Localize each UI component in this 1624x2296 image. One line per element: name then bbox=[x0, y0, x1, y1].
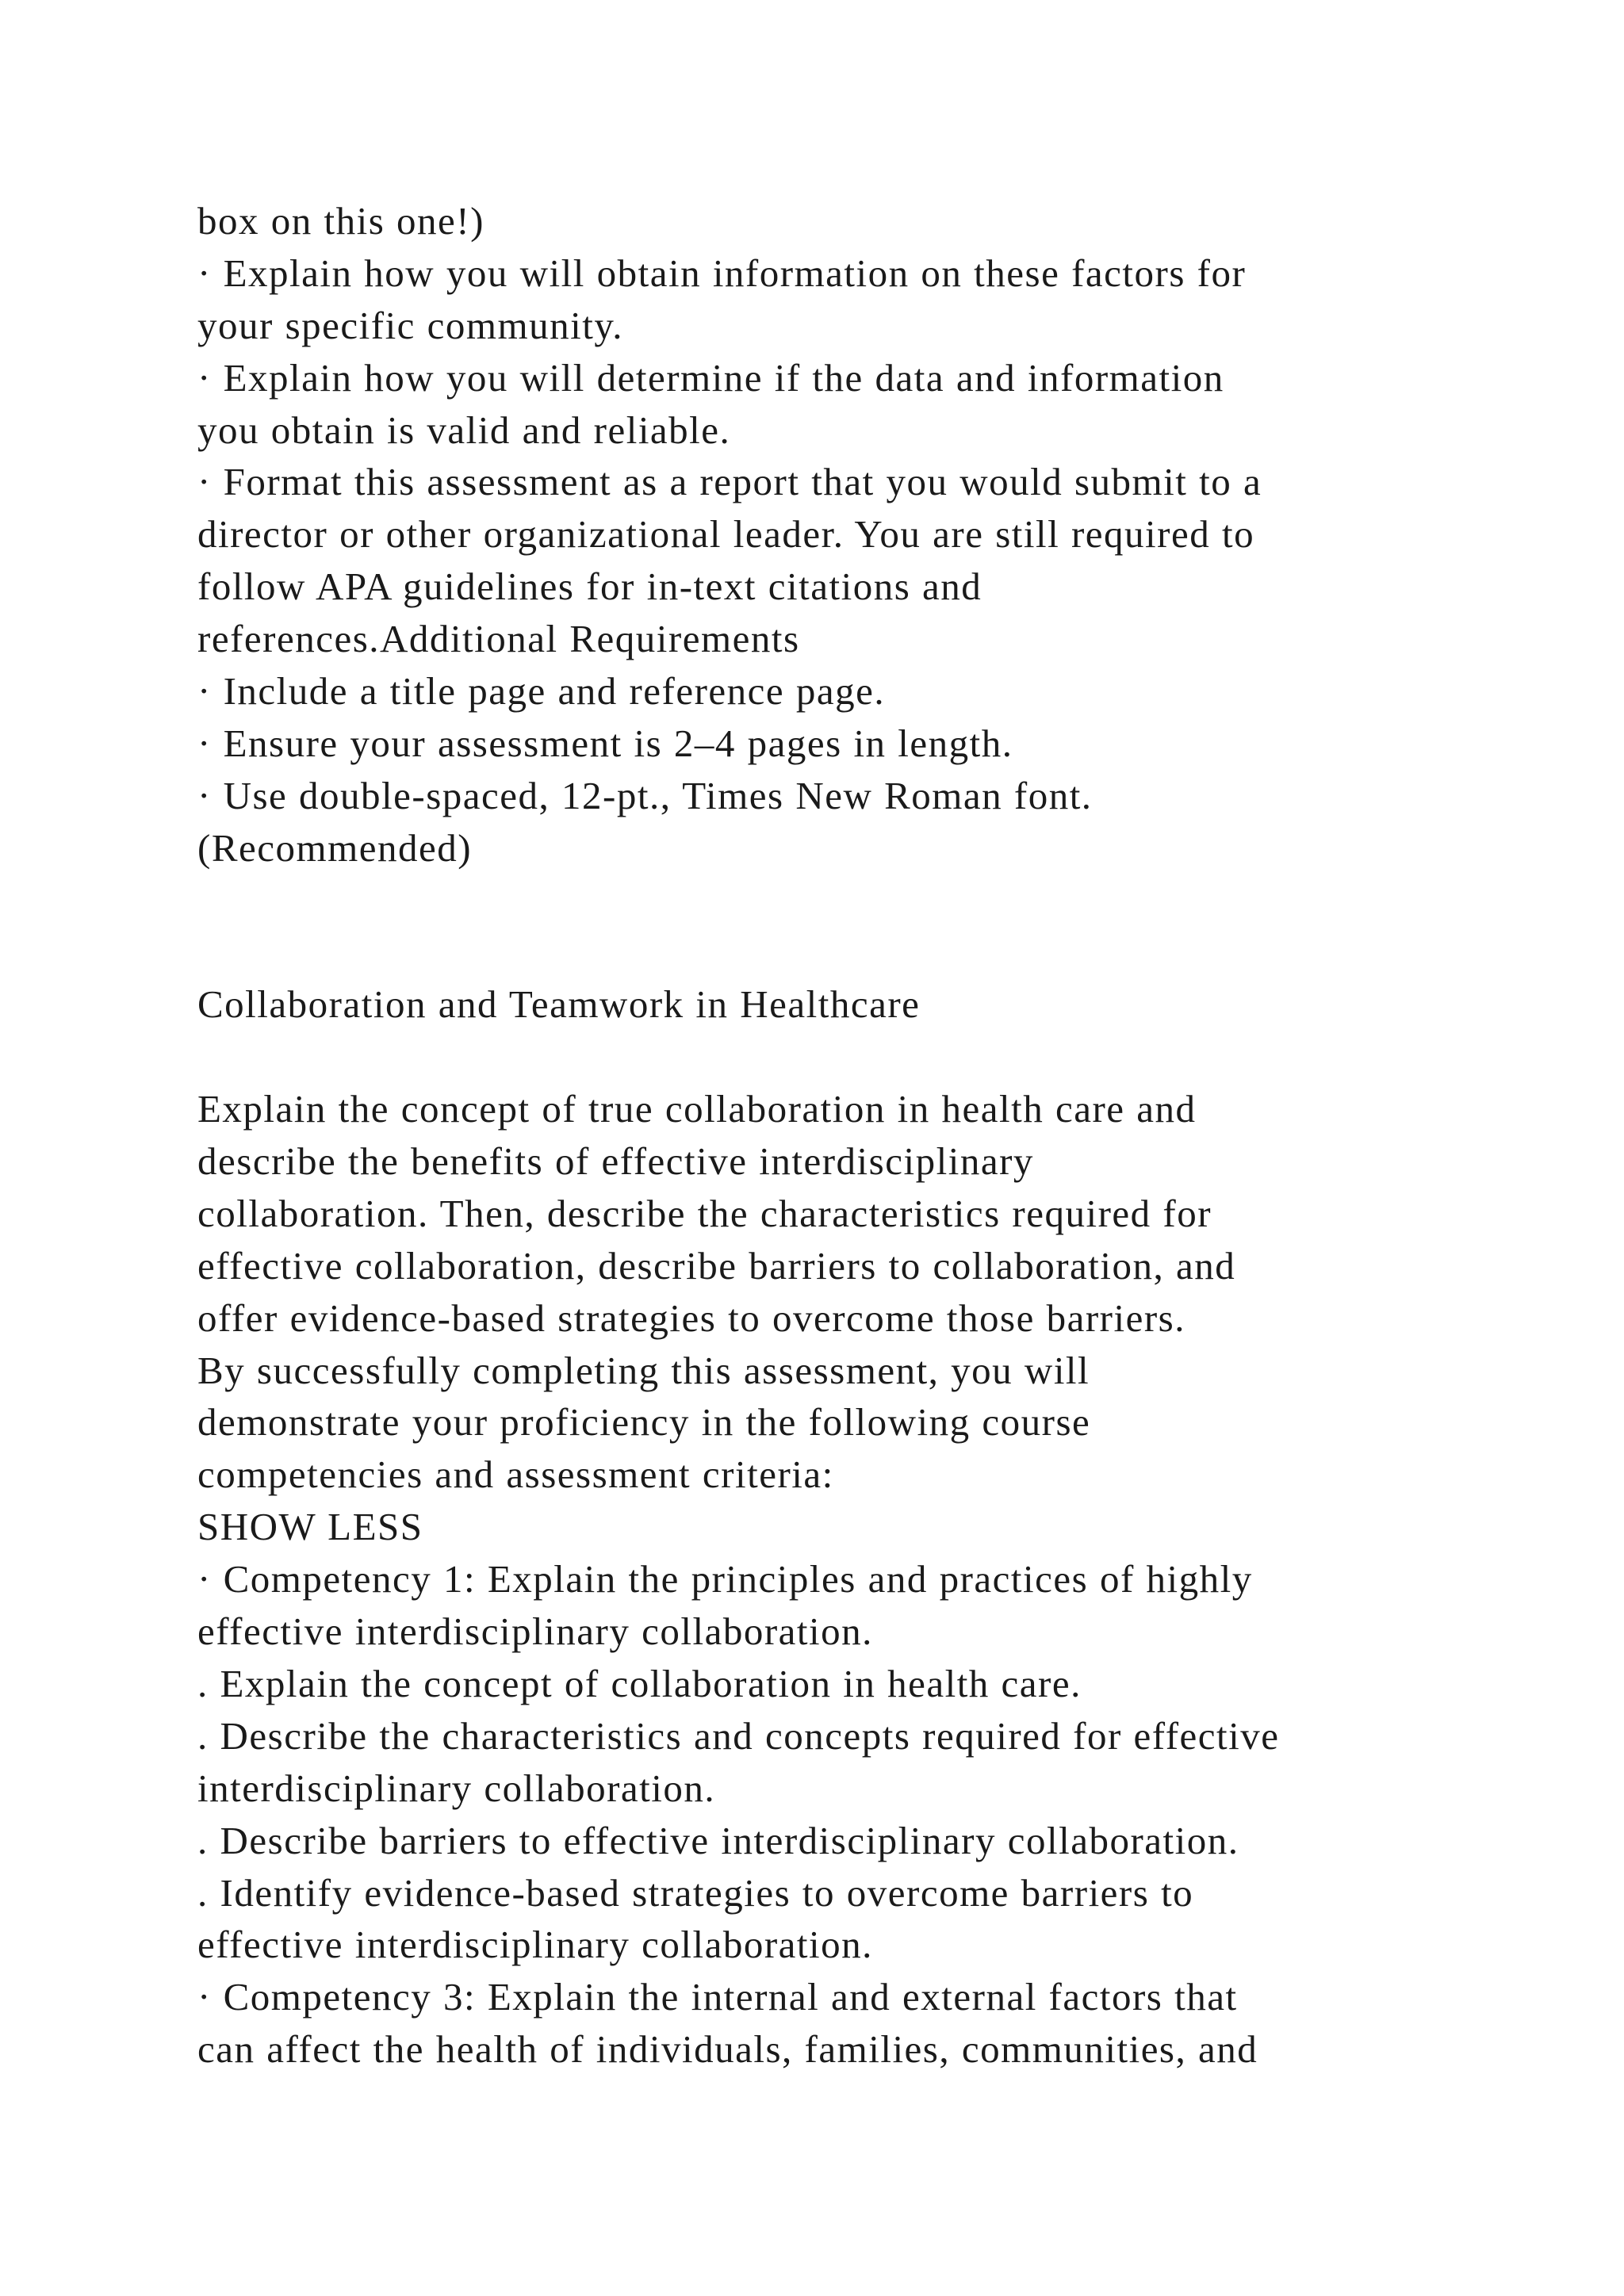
text-line: · Explain how you will obtain information on these factors for bbox=[197, 251, 1247, 295]
text-line: interdisciplinary collaboration. bbox=[197, 1766, 716, 1810]
text-line: By successfully completing this assessment, you will bbox=[197, 1348, 1090, 1392]
text-line: Explain the concept of true collaboration in health care and bbox=[197, 1087, 1197, 1131]
text-line: effective interdisciplinary collaboration. bbox=[197, 1923, 873, 1967]
text-line: competencies and assessment criteria: bbox=[197, 1452, 834, 1497]
text-line: your specific community. bbox=[197, 303, 623, 347]
text-line: (Recommended) bbox=[197, 825, 473, 870]
text-line: you obtain is valid and reliable. bbox=[197, 408, 731, 452]
text-line: · Format this assessment as a report that you would submit to a bbox=[197, 460, 1262, 504]
text-line: . Describe the characteristics and concepts required for effective bbox=[197, 1713, 1280, 1758]
text-line: collaboration. Then, describe the characteristics required for bbox=[197, 1191, 1212, 1235]
text-line: · Competency 1: Explain the principles and practices of highly bbox=[197, 1557, 1253, 1601]
text-line: director or other organizational leader. You are still required to bbox=[197, 512, 1255, 557]
text-line: . Identify evidence-based strategies to overcome barriers to bbox=[197, 1870, 1194, 1915]
text-line: can affect the health of individuals, families, communities, and bbox=[197, 2027, 1258, 2072]
text-line: effective collaboration, describe barriers to collaboration, and bbox=[197, 1243, 1236, 1288]
show-less-text: SHOW LESS bbox=[197, 1505, 423, 1549]
text-line: effective interdisciplinary collaboration. bbox=[197, 1609, 873, 1654]
text-line: . Describe barriers to effective interdisciplinary collaboration. bbox=[197, 1818, 1239, 1862]
document-body bbox=[197, 195, 1545, 2076]
blank-line bbox=[197, 874, 1545, 927]
text-line: . Explain the concept of collaboration in health care. bbox=[197, 1661, 1082, 1705]
text-line: · Ensure your assessment is 2–4 pages in length. bbox=[197, 721, 1013, 765]
text-line: references.Additional Requirements bbox=[197, 617, 800, 661]
blank-line bbox=[197, 1031, 1545, 1083]
text-line: box on this one!) bbox=[197, 199, 485, 243]
text-line: describe the benefits of effective interdisciplinary bbox=[197, 1139, 1034, 1184]
blank-line bbox=[197, 926, 1545, 978]
text-line: · Include a title page and reference page. bbox=[197, 669, 886, 714]
text-line: · Explain how you will determine if the data and information bbox=[197, 355, 1224, 400]
text-line: · Competency 3: Explain the internal and external factors that bbox=[197, 1975, 1238, 2019]
text-line: · Use double-spaced, 12-pt., Times New Roman font. bbox=[197, 773, 1093, 817]
text-line: follow APA guidelines for in-text citations and bbox=[197, 564, 982, 609]
text-line: offer evidence-based strategies to overcome those barriers. bbox=[197, 1295, 1185, 1340]
text-line: demonstrate your proficiency in the following course bbox=[197, 1400, 1091, 1445]
section-heading: Collaboration and Teamwork in Healthcare bbox=[197, 982, 921, 1027]
